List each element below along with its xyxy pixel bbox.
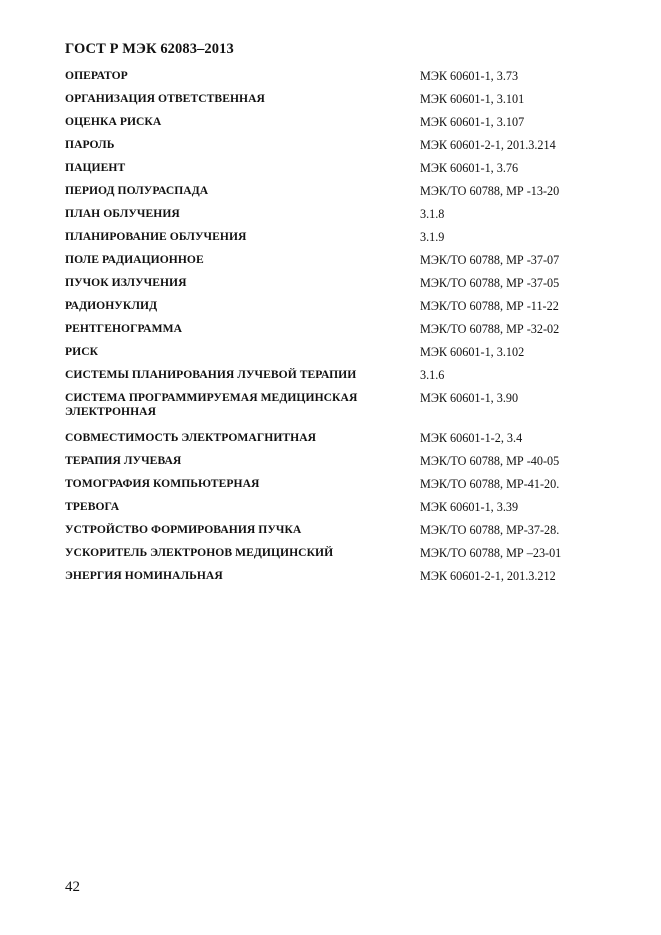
index-term: ЭНЕРГИЯ НОМИНАЛЬНАЯ — [65, 569, 223, 582]
index-term: ПЛАНИРОВАНИЕ ОБЛУЧЕНИЯ — [65, 230, 247, 243]
index-term: ПУЧОК ИЗЛУЧЕНИЯ — [65, 276, 187, 289]
index-reference: МЭК 60601-1, 3.73 — [420, 69, 519, 83]
index-term: ПАЦИЕНТ — [65, 161, 126, 174]
index-term: РИСК — [65, 345, 99, 358]
index-reference: МЭК/ТО 60788, МР -13-20 — [420, 184, 560, 198]
index-term: ПЕРИОД ПОЛУРАСПАДА — [65, 184, 209, 197]
index-term: СИСТЕМЫ ПЛАНИРОВАНИЯ ЛУЧЕВОЙ ТЕРАПИИ — [65, 368, 357, 381]
index-term: СИСТЕМА ПРОГРАММИРУЕМАЯ МЕДИЦИНСКАЯ ЭЛЕКТРОННАЯ — [65, 391, 358, 418]
index-row — [65, 344, 605, 367]
index-reference: МЭК 60601-1, 3.90 — [420, 391, 519, 405]
index-term: РАДИОНУКЛИД — [65, 299, 158, 312]
index-row — [65, 91, 605, 114]
index-reference: МЭК 60601-2-1, 201.3.212 — [420, 569, 556, 583]
index-row — [65, 183, 605, 206]
index-row — [65, 160, 605, 183]
index-reference: МЭК/ТО 60788, МР -11-22 — [420, 299, 559, 313]
index-reference: МЭК/ТО 60788, МР-41-20. — [420, 477, 560, 491]
index-row — [65, 545, 605, 568]
index-row — [65, 275, 605, 298]
index-row — [65, 367, 605, 390]
index-reference: МЭК 60601-1-2, 3.4 — [420, 431, 523, 445]
index-term: УСТРОЙСТВО ФОРМИРОВАНИЯ ПУЧКА — [65, 523, 302, 536]
index-row — [65, 321, 605, 344]
index-term: ПЛАН ОБЛУЧЕНИЯ — [65, 207, 180, 220]
index-reference: МЭК 60601-1, 3.102 — [420, 345, 525, 359]
index-term: ТЕРАПИЯ ЛУЧЕВАЯ — [65, 454, 182, 467]
index-row — [65, 568, 605, 591]
index-row — [65, 137, 605, 160]
index-reference: МЭК 60601-1, 3.76 — [420, 161, 519, 175]
index-reference: 3.1.9 — [420, 230, 445, 244]
index-reference: МЭК/ТО 60788, МР -37-05 — [420, 276, 560, 290]
index-term: ОПЕРАТОР — [65, 69, 128, 82]
document-header: ГОСТ Р МЭК 62083–2013 — [65, 41, 234, 57]
index-reference: МЭК/ТО 60788, МР-37-28. — [420, 523, 560, 537]
index-row — [65, 390, 605, 430]
index-reference: 3.1.6 — [420, 368, 445, 382]
index-row — [65, 453, 605, 476]
index-reference: МЭК 60601-1, 3.39 — [420, 500, 519, 514]
index-term: ОРГАНИЗАЦИЯ ОТВЕТСТВЕННАЯ — [65, 92, 265, 105]
index-row — [65, 476, 605, 499]
index-row — [65, 252, 605, 275]
index-term: УСКОРИТЕЛЬ ЭЛЕКТРОНОВ МЕДИЦИНСКИЙ — [65, 546, 334, 559]
index-reference: МЭК 60601-1, 3.101 — [420, 92, 525, 106]
index-row — [65, 499, 605, 522]
index-reference: МЭК/ТО 60788, МР -37-07 — [420, 253, 560, 267]
index-reference: МЭК 60601-1, 3.107 — [420, 115, 525, 129]
index-row — [65, 229, 605, 252]
index-term: СОВМЕСТИМОСТЬ ЭЛЕКТРОМАГНИТНАЯ — [65, 431, 317, 444]
index-row — [65, 298, 605, 321]
index-term: ОЦЕНКА РИСКА — [65, 115, 162, 128]
index-row — [65, 68, 605, 91]
index-term: ТОМОГРАФИЯ КОМПЬЮТЕРНАЯ — [65, 477, 260, 490]
page-number: 42 — [65, 879, 80, 895]
index-term: РЕНТГЕНОГРАММА — [65, 322, 183, 335]
index-term: ТРЕВОГА — [65, 500, 120, 513]
index-row — [65, 522, 605, 545]
index-reference: МЭК 60601-2-1, 201.3.214 — [420, 138, 556, 152]
index-term: ПОЛЕ РАДИАЦИОННОЕ — [65, 253, 204, 266]
index-reference: МЭК/ТО 60788, МР –23-01 — [420, 546, 562, 560]
index-reference: МЭК/ТО 60788, МР -40-05 — [420, 454, 560, 468]
index-term: ПАРОЛЬ — [65, 138, 115, 151]
index-row — [65, 430, 605, 453]
index-row — [65, 114, 605, 137]
index-row — [65, 206, 605, 229]
term-index-list — [65, 68, 605, 591]
index-reference: 3.1.8 — [420, 207, 445, 221]
index-reference: МЭК/ТО 60788, МР -32-02 — [420, 322, 560, 336]
